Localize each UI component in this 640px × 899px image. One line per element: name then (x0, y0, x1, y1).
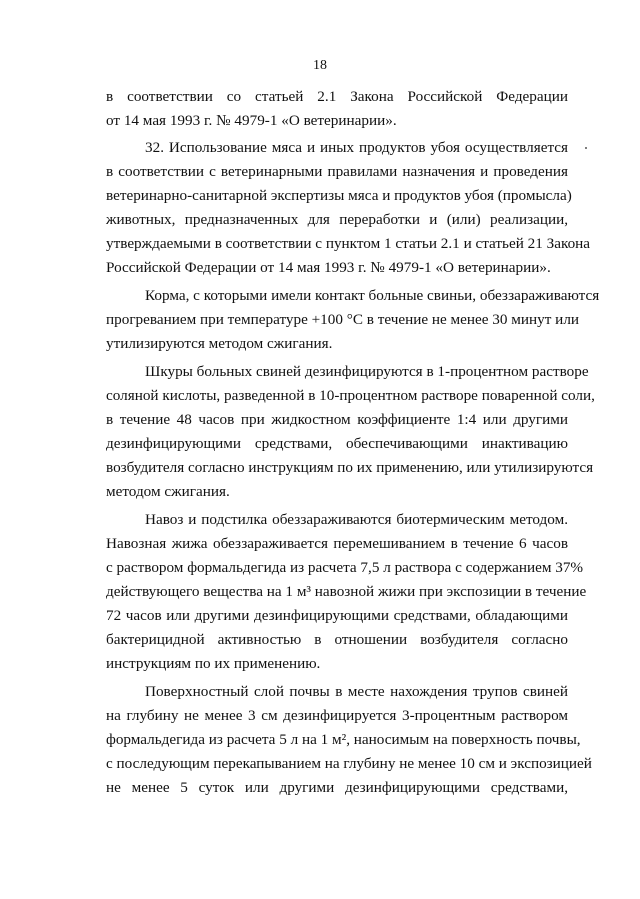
text-line: ветеринарно-санитарной экспертизы мяса и продуктов убоя (промысла) (106, 187, 572, 204)
text-line: с раствором формальдегида из расчета 7,5 л раствора с содержанием 37% (106, 559, 584, 576)
scan-speck (585, 147, 587, 149)
text-line: бактерицидной активностью в отношении возбудителя согласно (106, 631, 568, 648)
text-line: дезинфицирующими средствами, обеспечивающими инактивацию (106, 435, 568, 452)
text-line: методом сжигания. (106, 483, 230, 500)
text-line: животных, предназначенных для переработки и (или) реализации, (106, 211, 568, 228)
text-line: прогреванием при температуре +100 °С в течение не менее 30 минут или (106, 311, 580, 328)
text-line: от 14 мая 1993 г. № 4979-1 «О ветеринарии». (106, 112, 397, 129)
text-line: формальдегида из расчета 5 л на 1 м², наносимым на поверхность почвы, (106, 731, 581, 748)
text-line: утилизируются методом сжигания. (106, 335, 333, 352)
text-line: 32. Использование мяса и иных продуктов убоя осуществляется (145, 139, 568, 156)
text-line: в соответствии со статьей 2.1 Закона Российской Федерации (106, 88, 568, 105)
text-line: в соответствии с ветеринарными правилами назначения и проведения (106, 163, 568, 180)
text-line: Навозная жижа обеззараживается перемешиванием в течение 6 часов (106, 535, 568, 552)
text-line: Поверхностный слой почвы в месте нахождения трупов свиней (145, 683, 568, 700)
text-line: Российской Федерации от 14 мая 1993 г. № 4979-1 «О ветеринарии». (106, 259, 551, 276)
text-line: в течение 48 часов при жидкостном коэффициенте 1:4 или другими (106, 411, 568, 428)
text-line: с последующим перекапыванием на глубину не менее 10 см и экспозицией (106, 755, 592, 772)
text-line: возбудителя согласно инструкциям по их применению, или утилизируются (106, 459, 594, 476)
text-line: соляной кислоты, разведенной в 10-процентном растворе поваренной соли, (106, 387, 595, 404)
text-line: Навоз и подстилка обеззараживаются биотермическим методом. (145, 511, 568, 528)
text-line: действующего вещества на 1 м³ навозной жижи при экспозиции в течение (106, 583, 587, 600)
text-line: утверждаемыми в соответствии с пунктом 1 статьи 2.1 и статьей 21 Закона (106, 235, 591, 252)
text-line: инструкциям по их применению. (106, 655, 321, 672)
text-line: не менее 5 суток или другими дезинфицирующими средствами, (106, 779, 568, 796)
text-line: 72 часов или другими дезинфицирующими средствами, обладающими (106, 607, 568, 624)
text-line: на глубину не менее 3 см дезинфицируется 3-процентным раствором (106, 707, 568, 724)
text-line: Корма, с которыми имели контакт больные свиньи, обеззараживаются (145, 287, 600, 304)
page-number: 18 (313, 58, 327, 73)
text-line: Шкуры больных свиней дезинфицируются в 1-процентном растворе (145, 363, 589, 380)
